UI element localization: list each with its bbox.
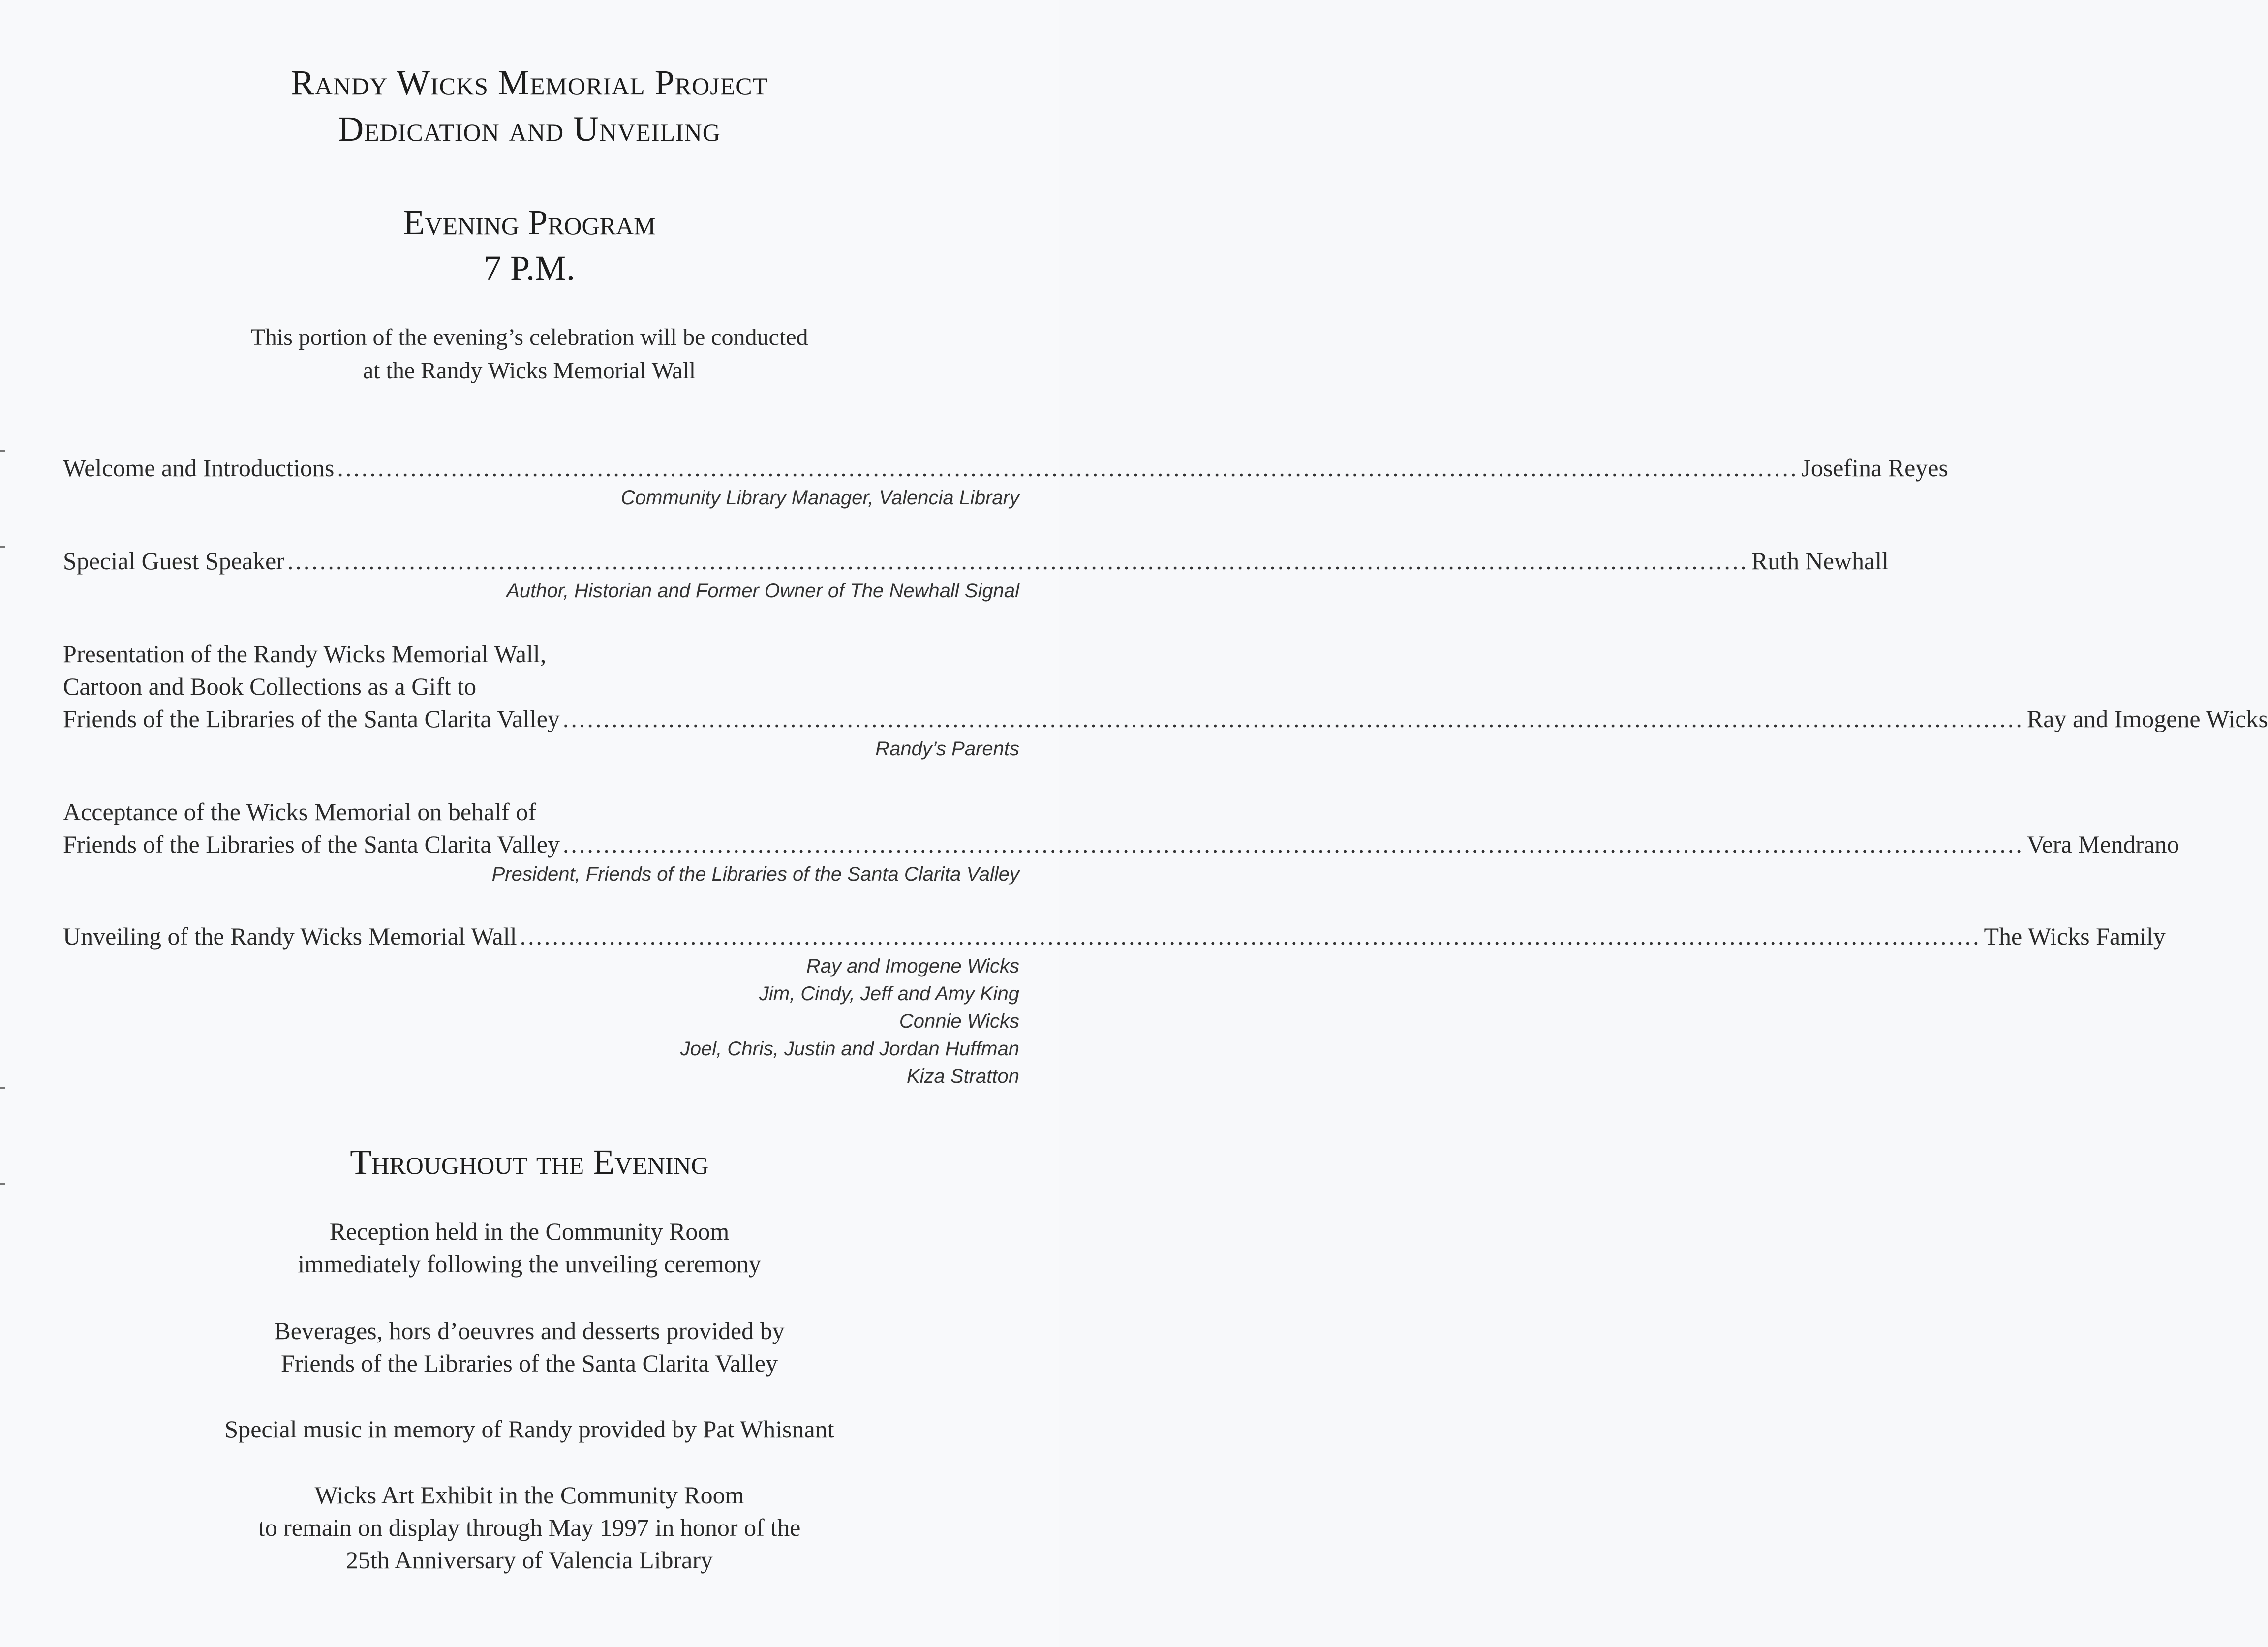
program-item-title: Welcome and Introductions: [63, 454, 335, 482]
program-item-person: Ray and Imogene Wicks: [2026, 705, 2268, 732]
program-item-detail: President, Friends of the Libraries of the Santa Clarita Valley: [491, 863, 1019, 885]
program-item-person: The Wicks Family: [1984, 922, 2166, 950]
program-item-person: Ruth Newhall: [1751, 547, 1889, 575]
program-item-detail: Author, Historian and Former Owner of The Newhall Signal: [506, 580, 1019, 602]
staple-mark: [0, 546, 5, 548]
leader-dots: ....................................................................................................................................................................................: [562, 830, 2024, 858]
program-item-title: Friends of the Libraries of the Santa Clarita Valley: [63, 830, 560, 858]
leader-dots: ....................................................................................................................................................................................: [337, 454, 1799, 482]
project-subtitle: Dedication and Unveiling: [338, 109, 721, 149]
staple-mark: [0, 1087, 5, 1089]
exhibit-line-1: Wicks Art Exhibit in the Community Room: [314, 1481, 744, 1509]
program-item: [63, 795, 2179, 888]
program-item: [63, 920, 2166, 1090]
program-item: [63, 452, 1948, 512]
program-item: [63, 545, 1889, 605]
program-item-line: [63, 452, 1948, 484]
exhibit-line-3: 25th Anniversary of Valencia Library: [345, 1546, 713, 1574]
program-item-line: [63, 545, 1889, 577]
program-item: [63, 638, 2268, 762]
program-item-person: Vera Mendrano: [2026, 830, 2179, 858]
program-item-person: Josefina Reyes: [1801, 454, 1948, 482]
exhibit-line-2: to remain on display through May 1997 in honor of the: [258, 1514, 801, 1541]
program-item-line: [63, 702, 2268, 735]
staple-mark: [0, 450, 5, 452]
program-item-detail: Community Library Manager, Valencia Library: [621, 487, 1019, 509]
leader-dots: ....................................................................................................................................................................................: [562, 705, 2024, 732]
program-item-line: [63, 828, 2179, 860]
staple-mark: [0, 1183, 5, 1185]
program-item-title: Friends of the Libraries of the Santa Clarita Valley: [63, 705, 560, 732]
program-item-text: Presentation of the Randy Wicks Memorial Wall,: [63, 640, 547, 668]
program-item-detail: Joel, Chris, Justin and Jordan Huffman: [680, 1038, 1019, 1060]
intro-line-2: at the Randy Wicks Memorial Wall: [363, 358, 696, 384]
program-time: 7 P.M.: [483, 248, 576, 288]
music-line: Special music in memory of Randy provided by Pat Whisnant: [224, 1415, 834, 1443]
program-item-text: Cartoon and Book Collections as a Gift to: [63, 672, 477, 700]
beverages-line-2: Friends of the Libraries of the Santa Clarita Valley: [281, 1349, 778, 1377]
reception-line-1: Reception held in the Community Room: [329, 1218, 730, 1245]
intro-line-1: This portion of the evening’s celebration will be conducted: [250, 324, 808, 350]
project-title: Randy Wicks Memorial Project: [290, 63, 768, 102]
evening-program-heading: Evening Program: [403, 203, 656, 242]
reception-line-2: immediately following the unveiling ceremony: [298, 1250, 761, 1278]
beverages-line-1: Beverages, hors d’oeuvres and desserts provided by: [274, 1317, 785, 1344]
program-item-title: Unveiling of the Randy Wicks Memorial Wall: [63, 922, 517, 950]
leader-dots: ....................................................................................................................................................................................: [520, 922, 1981, 950]
throughout-heading: Throughout the Evening: [350, 1142, 709, 1182]
program-item-detail: Jim, Cindy, Jeff and Amy King: [759, 983, 1019, 1005]
program-item-detail: Randy’s Parents: [875, 738, 1019, 760]
leader-dots: ....................................................................................................................................................................................: [287, 547, 1748, 575]
program-item-text: Acceptance of the Wicks Memorial on behalf of: [63, 798, 536, 825]
program-item-detail: Kiza Stratton: [906, 1066, 1019, 1087]
program-item-line: [63, 920, 2166, 952]
program-item-detail: Ray and Imogene Wicks: [806, 955, 1019, 977]
program-item-detail: Connie Wicks: [899, 1010, 1019, 1032]
program-item-title: Special Guest Speaker: [63, 547, 284, 575]
